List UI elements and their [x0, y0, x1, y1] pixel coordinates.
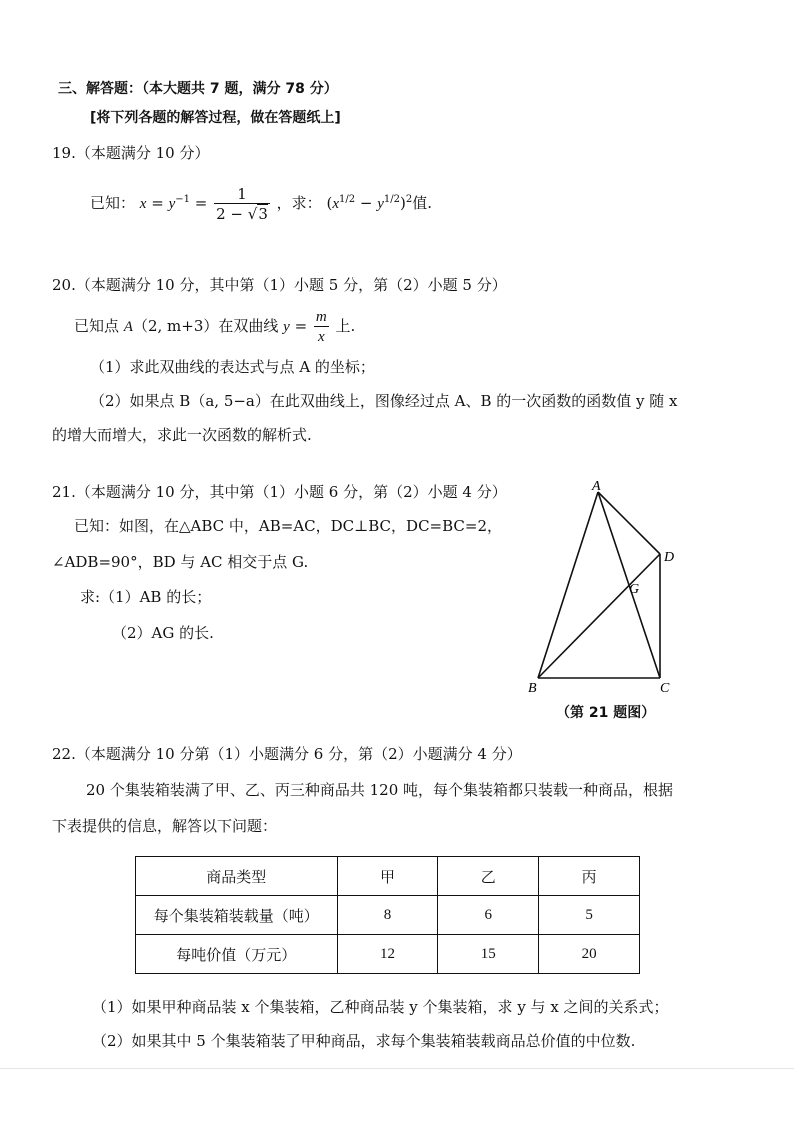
q19-den-left: 2 −: [216, 204, 248, 223]
label-g: G: [629, 582, 640, 597]
q19-var-y: y: [168, 196, 176, 212]
q19-known-label: 已知：: [90, 194, 136, 212]
q21-ask1: 求:（1）AB 的长；: [80, 588, 212, 606]
label-a: A: [592, 479, 601, 494]
q21-header: 21.（本题满分 10 分，其中第（1）小题 6 分，第（2）小题 4 分）: [52, 483, 507, 501]
table-row: [136, 935, 640, 974]
q20-header: 20.（本题满分 10 分，其中第（1）小题 5 分，第（2）小题 5 分）: [52, 276, 507, 294]
q19-fraction: [214, 185, 270, 224]
q20-given-text-3: 上.: [330, 317, 356, 335]
table-cell: 15: [438, 935, 539, 974]
q19-statement: 已知： $x = y^{-1}$ = $\frac{1}{2 - √3}$ ，求： $(x^{1/2} - y^{1/2})^2$值.: [90, 184, 432, 223]
q20-part1: （1）求此双曲线的表达式与点 A 的坐标；: [90, 358, 375, 376]
table-cell: 8: [337, 896, 438, 935]
table-cell: 6: [438, 896, 539, 935]
q19-square: 2: [405, 194, 413, 205]
q19-expr-open: (: [326, 194, 333, 212]
q20-point-a: A: [123, 319, 133, 335]
segment-ad: [598, 492, 660, 554]
section-title: 三、解答题：（本大题共 7 题，满分 78 分）: [58, 81, 338, 97]
q20-given: [74, 306, 355, 347]
page-bottom-divider: [0, 1068, 794, 1069]
table-cell: 5: [539, 896, 640, 935]
label-c: C: [660, 681, 670, 696]
q19-eq1: =: [146, 194, 169, 212]
q20-given-text-1: 已知点: [74, 317, 124, 335]
q19-header: 19.（本题满分 10 分）: [52, 144, 210, 162]
label-d: D: [664, 550, 675, 565]
q21-line1: 已知：如图，在△ABC 中，AB=AC，DC⊥BC，DC=BC=2，: [74, 517, 502, 535]
q21-ask2: （2）AG 的长.: [112, 624, 214, 642]
q20-part2: （2）如果点 B（a, 5−a）在此双曲线上，图像经过点 A、B 的一次函数的函数值 y 随 x: [90, 392, 678, 410]
table-header-row: [136, 857, 640, 896]
q19-inverse-exponent: −1: [175, 194, 190, 205]
q19-var-x: x: [139, 196, 147, 212]
q22-part2: （2）如果其中 5 个集装箱装了甲种商品，求每个集装箱装载商品总价值的中位数.: [92, 1032, 636, 1050]
table-header-cell: 商品类型: [136, 857, 338, 896]
q19-half-exponent-1: 1/2: [338, 194, 356, 205]
q20-fraction: [314, 308, 329, 347]
q22-intro-line1: 20 个集装箱装满了甲、乙、丙三种商品共 120 吨，每个集装箱都只装载一种商品，根据: [86, 781, 674, 799]
q22-header: 22.（本题满分 10 分第（1）小题满分 6 分，第（2）小题满分 4 分）: [52, 745, 522, 763]
q19-eq2: =: [190, 194, 213, 212]
table-cell: 20: [539, 935, 640, 974]
q21-figure-caption: （第 21 题图）: [556, 705, 656, 721]
table-header-cell: 乙: [438, 857, 539, 896]
table-row: [136, 896, 640, 935]
q19-den-radicand: 3: [258, 204, 268, 223]
q19-fraction-numerator: 1: [214, 185, 270, 204]
segment-bd: [538, 554, 660, 678]
label-b: B: [528, 681, 537, 696]
q19-tail: 值.: [412, 194, 432, 212]
table-header-cell: 甲: [337, 857, 438, 896]
q20-var-y: y: [283, 319, 290, 335]
table-cell: 每吨价值（万元）: [136, 935, 338, 974]
table-header-cell: 丙: [539, 857, 640, 896]
q19-ask: ，求：: [276, 194, 322, 212]
q20-fraction-denominator: x: [318, 328, 325, 345]
q20-fraction-numerator: m: [315, 308, 327, 325]
q20-given-text-2: （2, m+3）在双曲线: [132, 317, 284, 335]
q19-minus: −: [355, 194, 378, 212]
q21-line2: ∠ADB=90°，BD 与 AC 相交于点 G.: [52, 553, 309, 571]
q19-expr-close: ): [399, 194, 406, 212]
section-note: [将下列各题的解答过程，做在答题纸上]: [90, 110, 341, 126]
q22-part1: （1）如果甲种商品装 x 个集装箱，乙种商品装 y 个集装箱，求 y 与 x 之间的关系式；: [92, 998, 669, 1016]
q21-figure: [520, 474, 690, 724]
table-cell: 每个集装箱装载量（吨）: [136, 896, 338, 935]
q20-part2-continued: 的增大而增大，求此一次函数的解析式.: [52, 426, 312, 444]
q22-table: [135, 856, 640, 974]
segment-ab: [538, 492, 598, 678]
q20-eq: =: [289, 317, 312, 335]
q19-half-exponent-2: 1/2: [383, 194, 400, 205]
q22-intro-line2: 下表提供的信息，解答以下问题：: [52, 817, 278, 835]
table-cell: 12: [337, 935, 438, 974]
q19-fraction-denominator: 2 − √3: [216, 204, 268, 223]
